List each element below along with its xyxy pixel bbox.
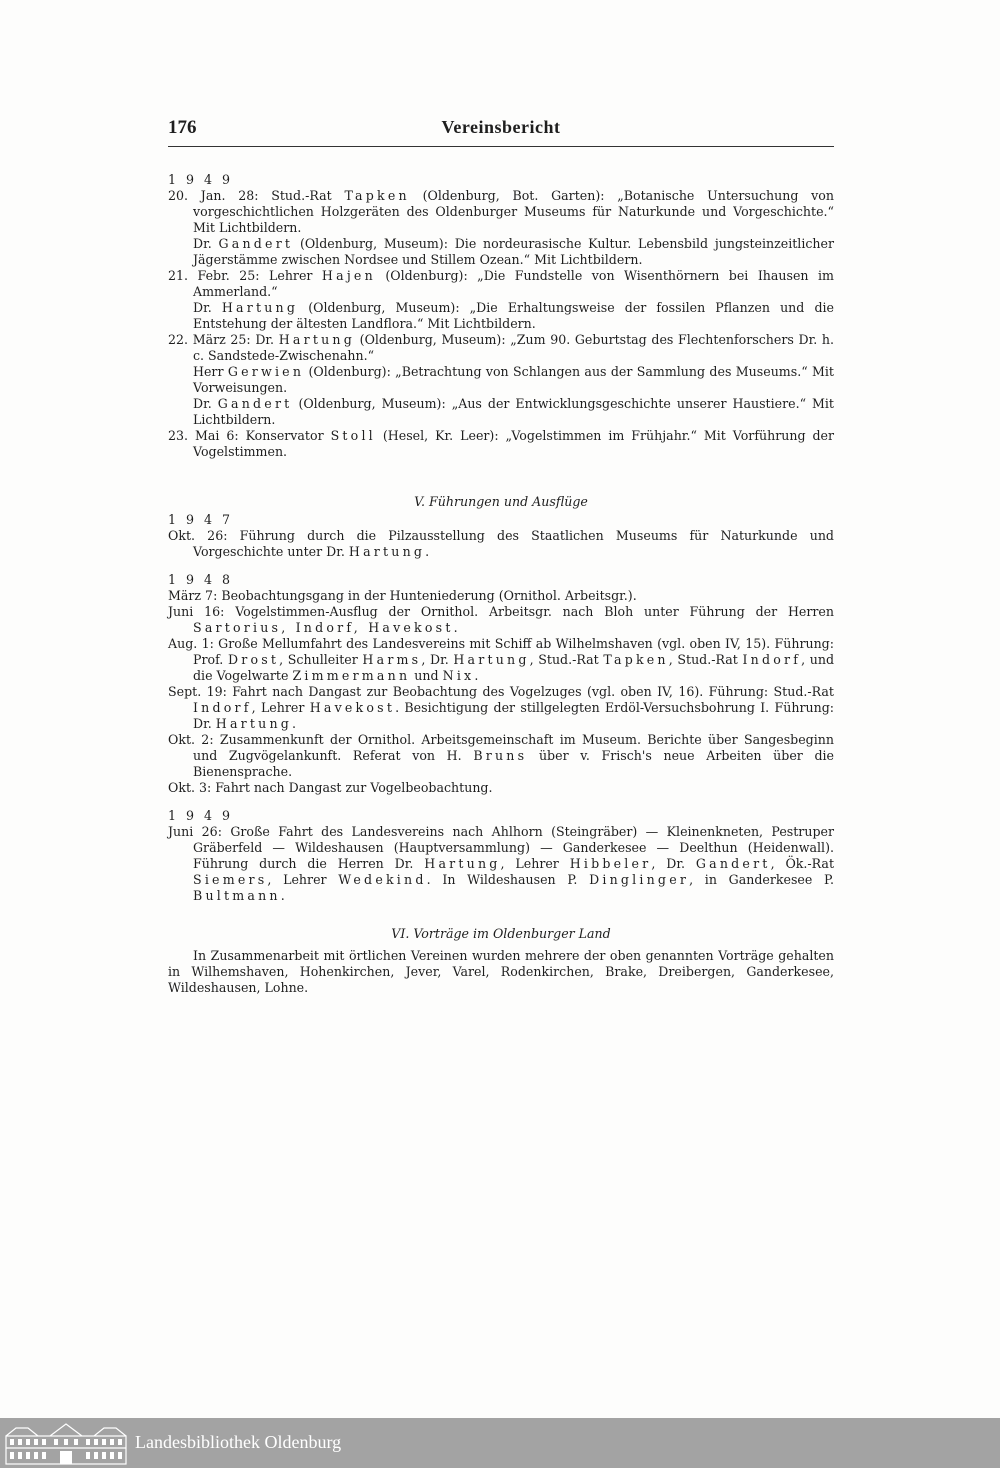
library-building-icon [4, 1420, 128, 1466]
speaker-name: Stoll [330, 428, 376, 443]
header-rule [168, 146, 834, 147]
library-footer-bar [0, 1418, 1000, 1468]
lecture-entry-21: 21. Febr. 25: Lehrer Hajen (Oldenburg): „Die Fundstelle von Wisenthörnern bei Ihausen im Ammerland.“ [168, 268, 835, 299]
lecture-entry-22b: Herr Gerwien (Oldenburg): „Betrachtung von Schlangen aus der Sammlung des Museums.“ Mit Vorweisungen. [193, 364, 834, 395]
speaker-name: Hartung [278, 332, 355, 347]
library-name: Landesbibliothek Oldenburg [135, 1432, 342, 1452]
page-content [168, 172, 834, 996]
speaker-name: Gandert [217, 396, 293, 411]
lecture-entry-20b: Dr. Gandert (Oldenburg, Museum): Die nordeurasische Kultur. Lebensbild jungsteinzeitlicher Jägerstämme zwischen Nordsee und Stillem Ozean.“ Mit Lichtbildern. [193, 236, 834, 267]
excursion-entry-juni-26: Juni 26: Große Fahrt des Landesvereins nach Ahlhorn (Steingräber) — Kleinenkneten, Pestruper Gräberfeld — Wildeshausen (Hauptversammlung) — Ganderkesee — Deelthun (Heidenwall). Führung durch die Herren Dr. Hartung, Lehrer Hibbeler, Dr. Gandert, Ök.-Rat Siemers, Lehrer Wedekind. In Wildeshausen P. Dinglinger, in Ganderkesee P. Bultmann. [168, 824, 834, 903]
excursion-entry-maerz-7: März 7: Beobachtungsgang in der Hunteniederung (Ornithol. Arbeitsgr.). [168, 588, 637, 603]
year-heading-1947: 1 9 4 7 [168, 512, 234, 527]
speaker-name: Gerwien [227, 364, 305, 379]
excursion-entry-juni-16: Juni 16: Vogelstimmen-Ausflug der Ornithol. Arbeitsgr. nach Bloh unter Führung der Herren Sartorius, Indorf, Havekost. [168, 604, 834, 635]
speaker-name: Tapken [344, 188, 410, 203]
year-heading-1948: 1 9 4 8 [168, 572, 234, 587]
excursion-entry-okt-3: Okt. 3: Fahrt nach Dangast zur Vogelbeobachtung. [168, 780, 493, 795]
page-number: 176 [168, 117, 197, 138]
section-heading-vi: VI. Vorträge im Oldenburger Land [391, 926, 611, 941]
running-title: Vereinsbericht [441, 117, 561, 137]
lecture-entry-21b: Dr. Hartung (Oldenburg, Museum): „Die Erhaltungsweise der fossilen Pflanzen und die Entstehung der ältesten Landflora.“ Mit Lichtbildern. [193, 300, 834, 331]
section-vi-paragraph: In Zusammenarbeit mit örtlichen Vereinen wurden mehrere der oben genannten Vorträge gehalten in Wilhemshaven, Hohenkirchen, Jever, Varel, Rodenkirchen, Brake, Dreibergen, Ganderkesee, Wildeshausen, Lohne. [168, 948, 834, 995]
excursion-entry-aug-1: Aug. 1: Große Mellumfahrt des Landesvereins mit Schiff ab Wilhelmshaven (vgl. oben IV, 15). Führung: Prof. Drost, Schulleiter Harms, Dr. Hartung, Stud.-Rat Tapken, Stud.-Rat Indorf, und die Vogelwarte Zimmermann und Nix. [168, 636, 835, 683]
lecture-entry-20: 20. Jan. 28: Stud.-Rat Tapken (Oldenburg, Bot. Garten): „Botanische Untersuchung von vorgeschichtlichen Holzgeräten des Oldenburger Museums für Naturkunde und Vorgeschichte.“ Mit Lichtbildern. [168, 188, 834, 235]
year-heading-1949-lectures: 1 9 4 9 [168, 172, 234, 187]
speaker-name: Gandert [218, 236, 294, 251]
excursion-entry-okt-2: Okt. 2: Zusammenkunft der Ornithol. Arbeitsgemeinschaft im Museum. Berichte über Sangesbeginn und Zugvögelankunft. Referat von H. Bruns über v. Frisch's neue Arbeiten über die Bienensprache. [168, 732, 834, 779]
section-heading-v: V. Führungen und Ausflüge [414, 494, 588, 509]
speaker-name: Hartung [221, 300, 299, 315]
page-header [168, 117, 834, 143]
excursion-entry-sept-19: Sept. 19: Fahrt nach Dangast zur Beobachtung des Vogelzuges (vgl. oben IV, 16). Führung: Stud.-Rat Indorf, Lehrer Havekost. Besichtigung der stillgelegten Erdöl-Versuchsbohrung I. Führung: Dr. Hartung. [168, 684, 834, 731]
year-heading-1949-excursions: 1 9 4 9 [168, 808, 234, 823]
speaker-name: Hajen [321, 268, 376, 283]
lecture-entry-22c: Dr. Gandert (Oldenburg, Museum): „Aus der Entwicklungsgeschichte unserer Haustiere.“ Mit Lichtbildern. [193, 396, 834, 427]
lecture-entry-22: 22. März 25: Dr. Hartung (Oldenburg, Museum): „Zum 90. Geburtstag des Flechtenforschers Dr. h. c. Sandstede-Zwischenahn.“ [168, 332, 834, 363]
excursion-entry-okt-26: Okt. 26: Führung durch die Pilzausstellung des Staatlichen Museums für Naturkunde und Vorgeschichte unter Dr. Hartung. [168, 528, 834, 559]
lecture-entry-23: 23. Mai 6: Konservator Stoll (Hesel, Kr. Leer): „Vogelstimmen im Frühjahr.“ Mit Vorführung der Vogelstimmen. [168, 428, 834, 459]
